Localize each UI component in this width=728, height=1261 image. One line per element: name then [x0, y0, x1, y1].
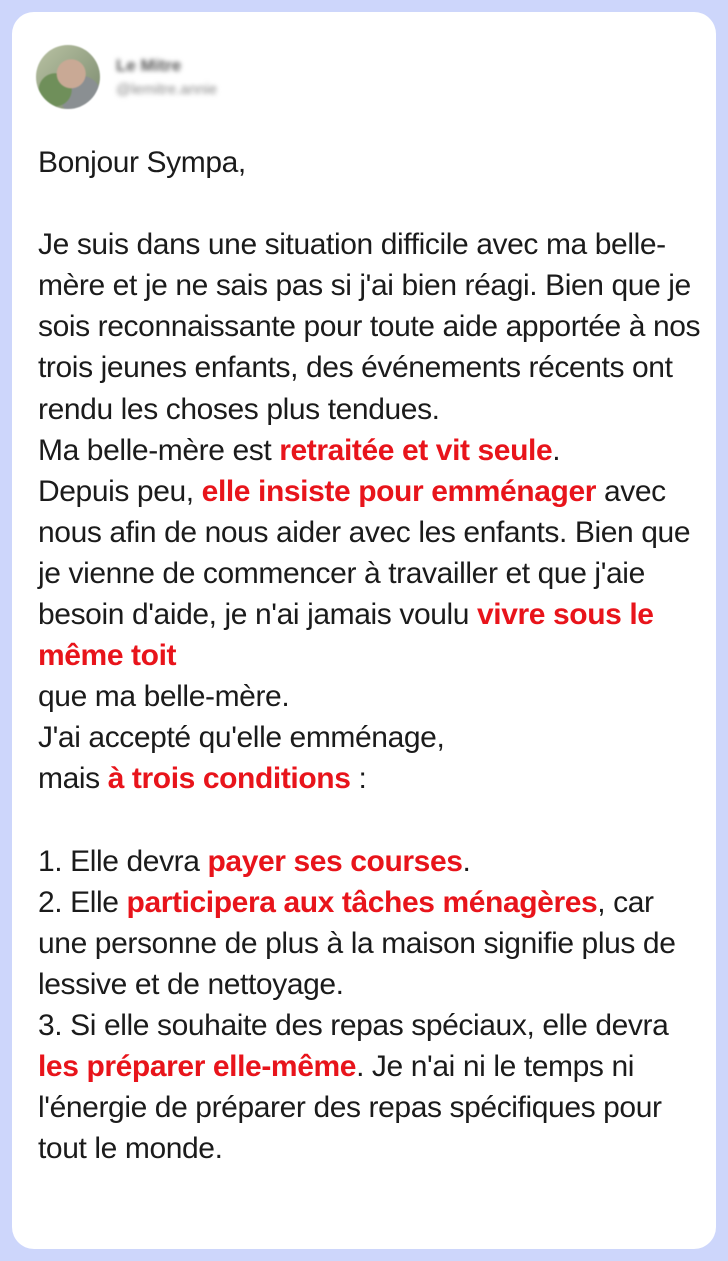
highlight-text: participera aux tâches ménagères [126, 885, 598, 919]
condition-3 [38, 1005, 708, 1169]
message-card [12, 12, 716, 1249]
text-segment: avec nous afin de nous aider avec les enfants. Bien que je vienne de commencer à travailler et que j'aie besoin d'aide, je n'ai jamais voulu [38, 474, 691, 632]
highlight-text: à trois conditions [107, 762, 351, 796]
highlight-text: payer ses courses [207, 844, 463, 878]
paragraph-move-in [38, 471, 708, 718]
greeting: Bonjour Sympa, [38, 146, 246, 179]
paragraph-conditions-intro [38, 758, 708, 799]
avatar [36, 45, 100, 109]
author-info [116, 57, 217, 97]
author-handle: @lemitre.annie [116, 81, 218, 98]
paragraph-retired [38, 430, 708, 471]
text-segment: : [350, 762, 367, 796]
text-segment: que ma belle-mère. [38, 680, 290, 714]
text-segment: Ma belle-mère est [38, 433, 280, 467]
highlight-text: vivre sous le même toit [38, 598, 654, 673]
paragraph-intro: Je suis dans une situation difficile avec ma belle-mère et je ne sais pas si j'ai bien réagi. Bien que je sois reconnaissante pour toute aide apportée à nos trois jeunes enfants, des événements récents ont rendu les choses plus tendues. [38, 228, 701, 426]
letter-body [38, 142, 708, 1169]
text-segment: . Je n'ai ni le temps ni l'énergie de préparer des repas spécifiques pour tout le monde. [38, 1050, 662, 1166]
text-segment: mais [38, 762, 108, 796]
text-segment: . [462, 844, 471, 878]
condition-1 [38, 841, 708, 882]
text-segment: 3. Si elle souhaite des repas spéciaux, elle devra [38, 1008, 669, 1042]
highlight-text: les préparer elle-même [38, 1050, 357, 1084]
text-segment: , car une personne de plus à la maison signifie plus de lessive et de nettoyage. [38, 885, 676, 1001]
spacer [38, 183, 708, 224]
spacer [38, 800, 708, 841]
text-segment: . [552, 433, 561, 467]
paragraph-accepted: J'ai accepté qu'elle emménage, [38, 721, 445, 755]
highlight-text: elle insiste pour emménager [201, 474, 597, 508]
text-segment: 2. Elle [38, 885, 127, 919]
text-segment: Depuis peu, [38, 474, 202, 508]
highlight-text: retraitée et vit seule [279, 433, 553, 467]
author-name: Le Mitre [116, 56, 182, 75]
text-segment: 1. Elle devra [38, 844, 208, 878]
condition-2 [38, 882, 708, 1005]
author-header [36, 42, 217, 112]
